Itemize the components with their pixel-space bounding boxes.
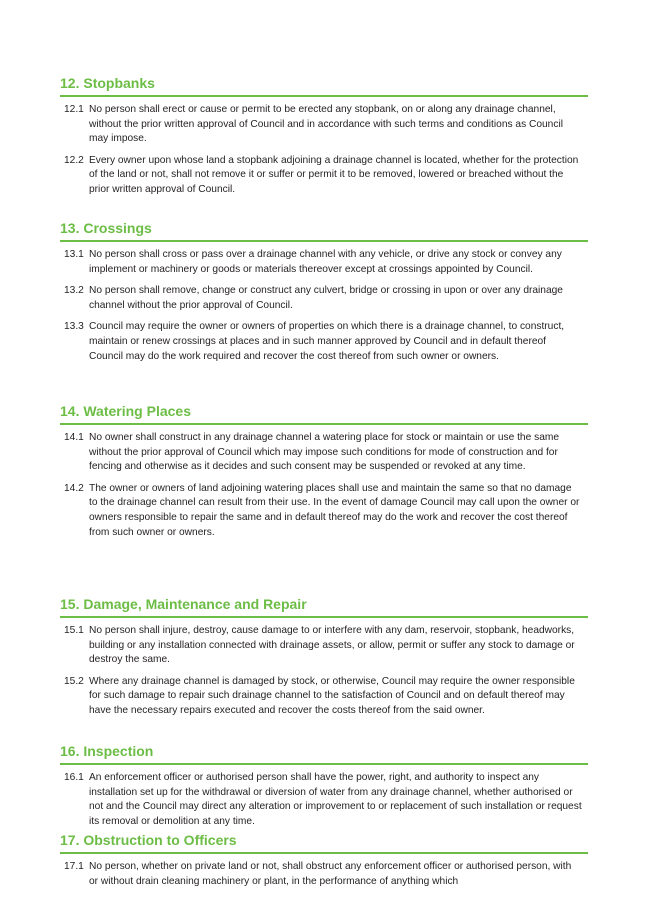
- clause: [60, 431, 588, 475]
- section-obstruction-to-officers: [60, 831, 588, 896]
- clause: [60, 284, 588, 313]
- clause: [60, 860, 588, 889]
- clause-text: No owner shall construct in any drainage channel a watering place for stock or maintain or use the same without the prior approval of Council which may impose such conditions for mode of construction and for fencing and otherwise as it decides and such consent may be suspended or revoked at any time.: [89, 432, 560, 473]
- section-inspection: [60, 742, 588, 836]
- clause-number: 14.1: [64, 432, 84, 443]
- clause-number: 13.1: [64, 249, 84, 260]
- clause-number: 15.2: [64, 675, 84, 687]
- clause-text: No person shall remove, change or construct any culvert, bridge or crossing in upon or over any drainage channel without the prior approval of Council.: [89, 285, 563, 311]
- clause-text: Council may require the owner or owners of properties on which there is a drainage channel, to construct, maintain or renew crossings at places and in such manner approved by Council and in default thereof Council may do the work required and recover the cost thereof from such owner or owners.: [89, 321, 565, 362]
- clause: [60, 771, 588, 829]
- clause: [60, 624, 588, 668]
- clause: [60, 103, 588, 147]
- section-crossings: [60, 219, 588, 371]
- clause-text: Where any drainage channel is damaged by stock, or otherwise, Council may require the owner responsible for such damage to repair such drainage channel to the satisfaction of Council and on default thereof may have the necessary repairs executed and recover the costs thereof from the said owner.: [89, 675, 575, 716]
- section-heading: 16. Inspection: [60, 742, 588, 765]
- clause-text: No person shall cross or pass over a drainage channel with any vehicle, or drive any stock or convey any implement or machinery or goods or materials thereover except at crossings appointed by Council.: [89, 249, 562, 275]
- clause-number: 13.2: [64, 285, 84, 297]
- clause-number: 17.1: [64, 861, 84, 872]
- section-heading: 15. Damage, Maintenance and Repair: [60, 595, 588, 618]
- clause-number: 12.2: [64, 154, 84, 166]
- clause-number: 12.1: [64, 104, 84, 115]
- section-heading: 14. Watering Places: [60, 402, 588, 425]
- clause: [60, 320, 588, 364]
- section-stopbanks: [60, 74, 588, 205]
- clause-text: An enforcement officer or authorised person shall have the power, right, and authority to inspect any installation set up for the withdrawal or diversion of water from any drainage channel, whether authorised or not and the Council may direct any alteration or improvement to or replacement of such installation or request its removal or demolition at any time.: [89, 772, 582, 827]
- clause: [60, 482, 588, 540]
- section-watering-places: [60, 402, 588, 547]
- clause-text: No person shall erect or cause or permit to be erected any stopbank, on or along any drainage channel, without the prior written approval of Council and in accordance with such terms and conditions as Council may impose.: [89, 104, 563, 145]
- clause-number: 13.3: [64, 321, 84, 333]
- clause-number: 16.1: [64, 772, 84, 783]
- section-damage-maintenance-repair: [60, 595, 588, 726]
- clause-text: The owner or owners of land adjoining watering places shall use and maintain the same so that no damage to the drainage channel can result from their use. In the event of damage Council may call upon the owner or owners responsible to repair the same and in default thereof may do the work and recover the cost thereof from such owner or owners.: [89, 482, 580, 538]
- clause: [60, 248, 588, 277]
- clause: [60, 154, 588, 198]
- clause-number: 15.1: [64, 625, 84, 636]
- section-heading: 13. Crossings: [60, 219, 588, 242]
- clause: [60, 675, 588, 719]
- section-heading: 17. Obstruction to Officers: [60, 831, 588, 854]
- clause-text: No person shall injure, destroy, cause damage to or interfere with any dam, reservoir, stopbank, headworks, building or any installation connected with drainage assets, or allow, permit or suffer any stock to damage or destroy the same.: [89, 625, 575, 666]
- clause-text: Every owner upon whose land a stopbank adjoining a drainage channel is located, whether for the protection of the land or not, shall not remove it or suffer or permit it to be removed, lowered or breached without the prior written approval of Council.: [89, 154, 579, 195]
- clause-text: No person, whether on private land or not, shall obstruct any enforcement officer or authorised person, with or without drain cleaning machinery or plant, in the performance of anything which: [89, 861, 572, 887]
- section-heading: 12. Stopbanks: [60, 74, 588, 97]
- clause-number: 14.2: [64, 482, 84, 494]
